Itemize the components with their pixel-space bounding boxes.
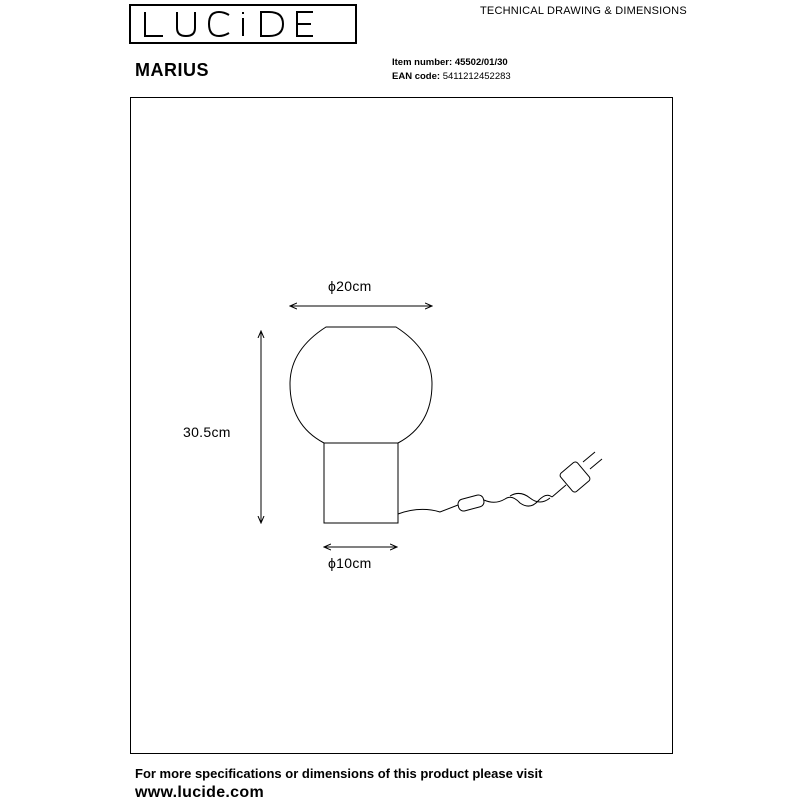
glass-globe-outline: [290, 327, 432, 443]
document-header-title: TECHNICAL DRAWING & DIMENSIONS: [480, 5, 687, 17]
lamp-base-outline: [324, 443, 398, 523]
item-number-label: Item number:: [392, 57, 453, 68]
power-plug: [559, 461, 591, 494]
ean-value: 5411212452283: [442, 71, 511, 82]
ean-label: EAN code:: [392, 71, 441, 82]
height-label: 30.5cm: [183, 424, 231, 440]
power-cable: [398, 505, 458, 514]
product-name: MARIUS: [135, 60, 209, 80]
footer-text: For more specifications or dimensions of this product please visit: [135, 766, 543, 781]
shade-diameter-label: ϕ20cm: [328, 278, 372, 294]
footer-url-link[interactable]: www.lucide.com: [135, 784, 264, 801]
inline-switch: [457, 494, 485, 512]
item-number-value: 45502/01/30: [454, 57, 508, 68]
base-diameter-label: ϕ10cm: [328, 555, 372, 571]
